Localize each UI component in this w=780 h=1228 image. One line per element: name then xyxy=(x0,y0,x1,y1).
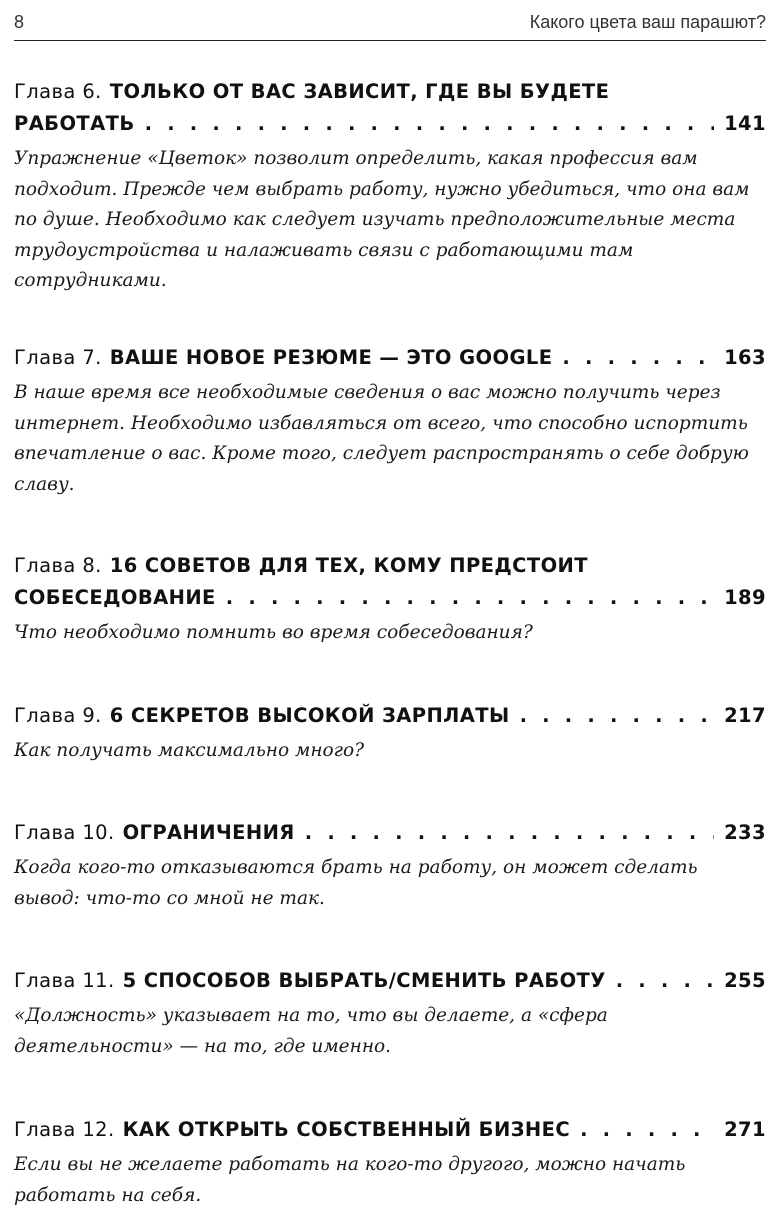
chapter-title: ВАШЕ НОВОЕ РЕЗЮМЕ — ЭТО GOOGLE xyxy=(109,346,553,369)
chapter-description: Когда кого-то отказываются брать на работу, он может сделать вывод: что-то со мной не так. xyxy=(14,857,698,909)
page-header xyxy=(14,12,766,41)
toc-entry-chapter-12[interactable] xyxy=(14,1114,766,1211)
chapter-page-number: 271 xyxy=(724,1118,766,1141)
dot-leader xyxy=(226,582,714,614)
chapter-description: Как получать максимально много? xyxy=(14,740,365,761)
chapter-heading xyxy=(14,76,766,140)
chapter-page-number: 255 xyxy=(724,969,766,992)
chapter-heading xyxy=(14,817,766,849)
chapter-label: Глава 11. xyxy=(14,969,115,992)
chapter-label: Глава 10. xyxy=(14,821,115,844)
chapter-page-number: 141 xyxy=(724,112,766,135)
chapter-label: Глава 8. xyxy=(14,554,102,577)
chapter-page-number: 163 xyxy=(724,346,766,369)
chapter-title-continued: СОБЕСЕДОВАНИЕ xyxy=(14,586,216,609)
chapter-heading xyxy=(14,965,766,997)
chapter-description: В наше время все необходимые сведения о вас можно получить через интернет. Необходимо избавляться от всего, что способно испортить впечатление о вас. Кроме того, следует распространять о себе добрую славу. xyxy=(14,382,749,495)
chapter-page-number: 189 xyxy=(724,586,766,609)
chapter-description: Если вы не желаете работать на кого-то другого, можно начать работать на себя. xyxy=(14,1154,686,1206)
page-number: 8 xyxy=(14,12,25,32)
chapter-page-number: 233 xyxy=(724,821,766,844)
toc-entry-chapter-10[interactable] xyxy=(14,817,766,914)
chapter-description: Что необходимо помнить во время собеседования? xyxy=(14,622,533,643)
toc-entry-chapter-7[interactable] xyxy=(14,342,766,500)
chapter-title: 6 СЕКРЕТОВ ВЫСОКОЙ ЗАРПЛАТЫ xyxy=(109,704,510,727)
toc-entry-chapter-11[interactable] xyxy=(14,965,766,1062)
chapter-label: Глава 6. xyxy=(14,80,102,103)
chapter-title: ОГРАНИЧЕНИЯ xyxy=(122,821,295,844)
chapter-label: Глава 7. xyxy=(14,346,102,369)
chapter-label: Глава 9. xyxy=(14,704,102,727)
chapter-title-continued: РАБОТАТЬ xyxy=(14,112,135,135)
dot-leader xyxy=(145,108,715,140)
chapter-heading xyxy=(14,1114,766,1146)
chapter-title: 5 СПОСОБОВ ВЫБРАТЬ/СМЕНИТЬ РАБОТУ xyxy=(122,969,606,992)
dot-leader xyxy=(562,342,714,374)
chapter-heading xyxy=(14,550,766,614)
dot-leader xyxy=(580,1114,714,1146)
toc-entry-chapter-9[interactable] xyxy=(14,700,766,767)
toc-entry-chapter-8[interactable] xyxy=(14,550,766,649)
chapter-heading xyxy=(14,700,766,732)
chapter-title: ТОЛЬКО ОТ ВАС ЗАВИСИТ, ГДЕ ВЫ БУДЕТЕ xyxy=(109,80,610,103)
chapter-title: КАК ОТКРЫТЬ СОБСТВЕННЫЙ БИЗНЕС xyxy=(122,1118,571,1141)
chapter-heading xyxy=(14,342,766,374)
dot-leader xyxy=(616,965,714,997)
running-title: Какого цвета ваш парашют? xyxy=(529,12,766,32)
chapter-description: «Должность» указывает на то, что вы делаете, а «сфера деятельности» — на то, где именно. xyxy=(14,1005,608,1057)
toc-entry-chapter-6[interactable] xyxy=(14,76,766,297)
chapter-label: Глава 12. xyxy=(14,1118,115,1141)
dot-leader xyxy=(305,817,714,849)
chapter-description: Упражнение «Цветок» позволит определить, какая профессия вам подходит. Прежде чем выбрать работу, нужно убедиться, что она вам по душе. Необходимо как следует изучать предположительные места трудоустройства и налаживать связи с работающими там сотрудниками. xyxy=(14,148,750,291)
dot-leader xyxy=(520,700,715,732)
chapter-page-number: 217 xyxy=(724,704,766,727)
chapter-title: 16 СОВЕТОВ ДЛЯ ТЕХ, КОМУ ПРЕДСТОИТ xyxy=(109,554,588,577)
